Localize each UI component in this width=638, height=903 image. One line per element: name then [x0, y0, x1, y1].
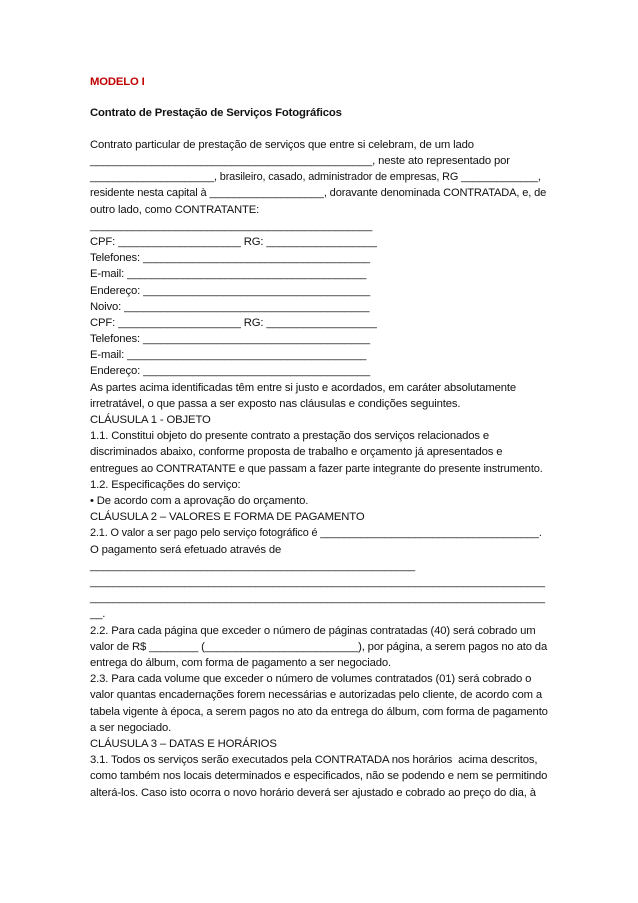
text-line: entregues ao CONTRATANTE e que passam a fazer parte integrante do presente instrumento.: [90, 463, 543, 475]
text-line: valor quantas encadernações forem necessárias e autorizadas pelo cliente, de acordo com a: [90, 689, 542, 701]
text-line: discriminados abaixo, conforme proposta de trabalho e orçamento já apresentados e: [90, 446, 503, 458]
text-line: As partes acima identificadas têm entre si justo e acordados, em caráter absolutamente: [90, 382, 517, 394]
text-line: tabela vigente à época, a serem pagos no ato da entrega do álbum, com forma de pagamento: [90, 706, 548, 718]
text-line: __.: [90, 608, 106, 620]
text-line: E-mail: _______________________________________: [90, 349, 367, 361]
clause-heading: CLÁUSULA 3 – DATAS E HORÁRIOS: [90, 738, 277, 750]
text-line: 1.2. Especificações do serviço:: [90, 479, 241, 491]
text-line: residente nesta capital à ___________________, doravante denominada CONTRATADA, e, de: [90, 187, 547, 199]
clause-heading: CLÁUSULA 2 – VALORES E FORMA DE PAGAMENTO: [90, 511, 365, 523]
text-line: outro lado, como CONTRATANTE:: [90, 204, 260, 216]
text-line: Noivo: ________________________________________: [90, 301, 370, 313]
text-line: O pagamento será efetuado através de: [90, 544, 282, 556]
text-line: 3.1. Todos os serviços serão executados pela CONTRATADA nos horários acima descritos,: [90, 754, 538, 766]
contract-title: Contrato de Prestação de Serviços Fotográficos: [90, 107, 342, 119]
text-line: _____________________________________________________: [90, 560, 416, 572]
text-line: a ser negociado.: [90, 722, 172, 734]
text-line: 2.2. Para cada página que exceder o número de páginas contratadas (40) será cobrado um: [90, 625, 536, 637]
text-line: valor de R$ ________ (_________________________), por página, a serem pagos no ato da: [90, 641, 548, 653]
text-line: Telefones: _____________________________________: [90, 333, 370, 345]
text-line: alterá-los. Caso isto ocorra o novo horário deverá ser ajustado e cobrado ao preço do dia, à: [90, 787, 536, 799]
text-line: 2.3. Para cada volume que exceder o número de volumes contratados (01) será cobrado o: [90, 673, 532, 685]
text-line: _____________________________________________________________________________: [90, 576, 545, 588]
text-line: entrega do álbum, com forma de pagamento a ser negociado.: [90, 657, 392, 669]
text-line: Contrato particular de prestação de serviços que entre si celebram, de um lado: [90, 139, 474, 151]
text-line: Endereço: _____________________________________: [90, 285, 371, 297]
text-line: _____________________________________________________________________________: [90, 592, 545, 604]
text-line: Telefones: _____________________________________: [90, 252, 370, 264]
text-line: Endereço: _____________________________________: [90, 365, 371, 377]
text-line: CPF: ____________________ RG: __________________: [90, 317, 377, 329]
bullet-item: • De acordo com a aprovação do orçamento.: [90, 495, 309, 507]
text-line: E-mail: _______________________________________: [90, 268, 367, 280]
text-line: ______________________________________________: [90, 220, 373, 232]
model-title: MODELO I: [90, 76, 145, 88]
clause-heading: CLÁUSULA 1 - OBJETO: [90, 414, 211, 426]
text-line: irretratável, o que passa a ser exposto nas cláusulas e condições seguintes.: [90, 398, 461, 410]
text-line: ______________________________________________, neste ato representado por: [90, 155, 510, 167]
text-line: CPF: ____________________ RG: __________________: [90, 236, 377, 248]
text-line: 2.1. O valor a ser pago pelo serviço fotográfico é _____________________________________.: [90, 527, 542, 539]
text-line: 1.1. Constitui objeto do presente contrato a prestação dos serviços relacionados e: [90, 430, 490, 442]
text-line: como também nos locais determinados e especificados, não se podendo e nem se permitindo: [90, 770, 548, 782]
text-line: _____________________, brasileiro, casado, administrador de empresas, RG _____________,: [90, 171, 541, 183]
